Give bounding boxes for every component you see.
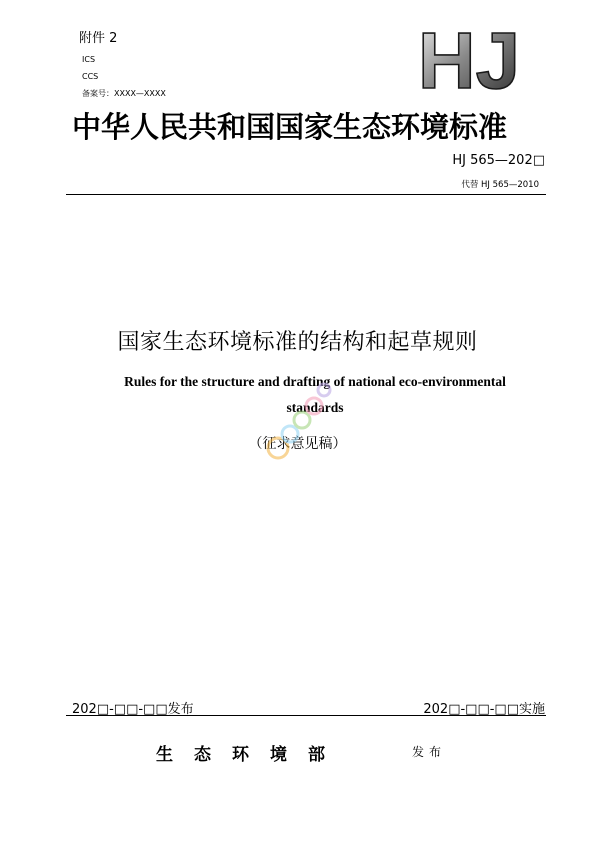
document-title-chinese: 国家生态环境标准的结构和起草规则 [117, 330, 478, 355]
replaces-standard: 代替 HJ 565—2010 [461, 180, 539, 190]
document-title-english: Rules for the structure and drafting of national eco-environmental standards [124, 374, 506, 415]
draft-status-note: （征求意见稿） [248, 436, 347, 452]
ics-code: ICS [82, 55, 96, 64]
implementation-date: 202□-□□-□□实施 [423, 702, 545, 717]
hj-logo [408, 24, 530, 96]
ccs-code: CCS [82, 72, 99, 81]
footer-divider [66, 715, 546, 716]
record-number: 备案号：XXXX—XXXX [82, 89, 166, 98]
standard-number: HJ 565—202□ [452, 153, 545, 168]
standard-category-title: 中华人民共和国国家生态环境标准 [72, 110, 508, 144]
issue-date: 202□-□□-□□发布 [72, 702, 194, 717]
attachment-label: 附件 2 [79, 31, 118, 46]
logo-text: HJ [417, 24, 521, 96]
issuer-name: 生态环境部 [156, 745, 346, 765]
watermark-logo [262, 376, 332, 466]
issuer-action: 发布 [412, 745, 447, 759]
header-divider [66, 194, 546, 195]
